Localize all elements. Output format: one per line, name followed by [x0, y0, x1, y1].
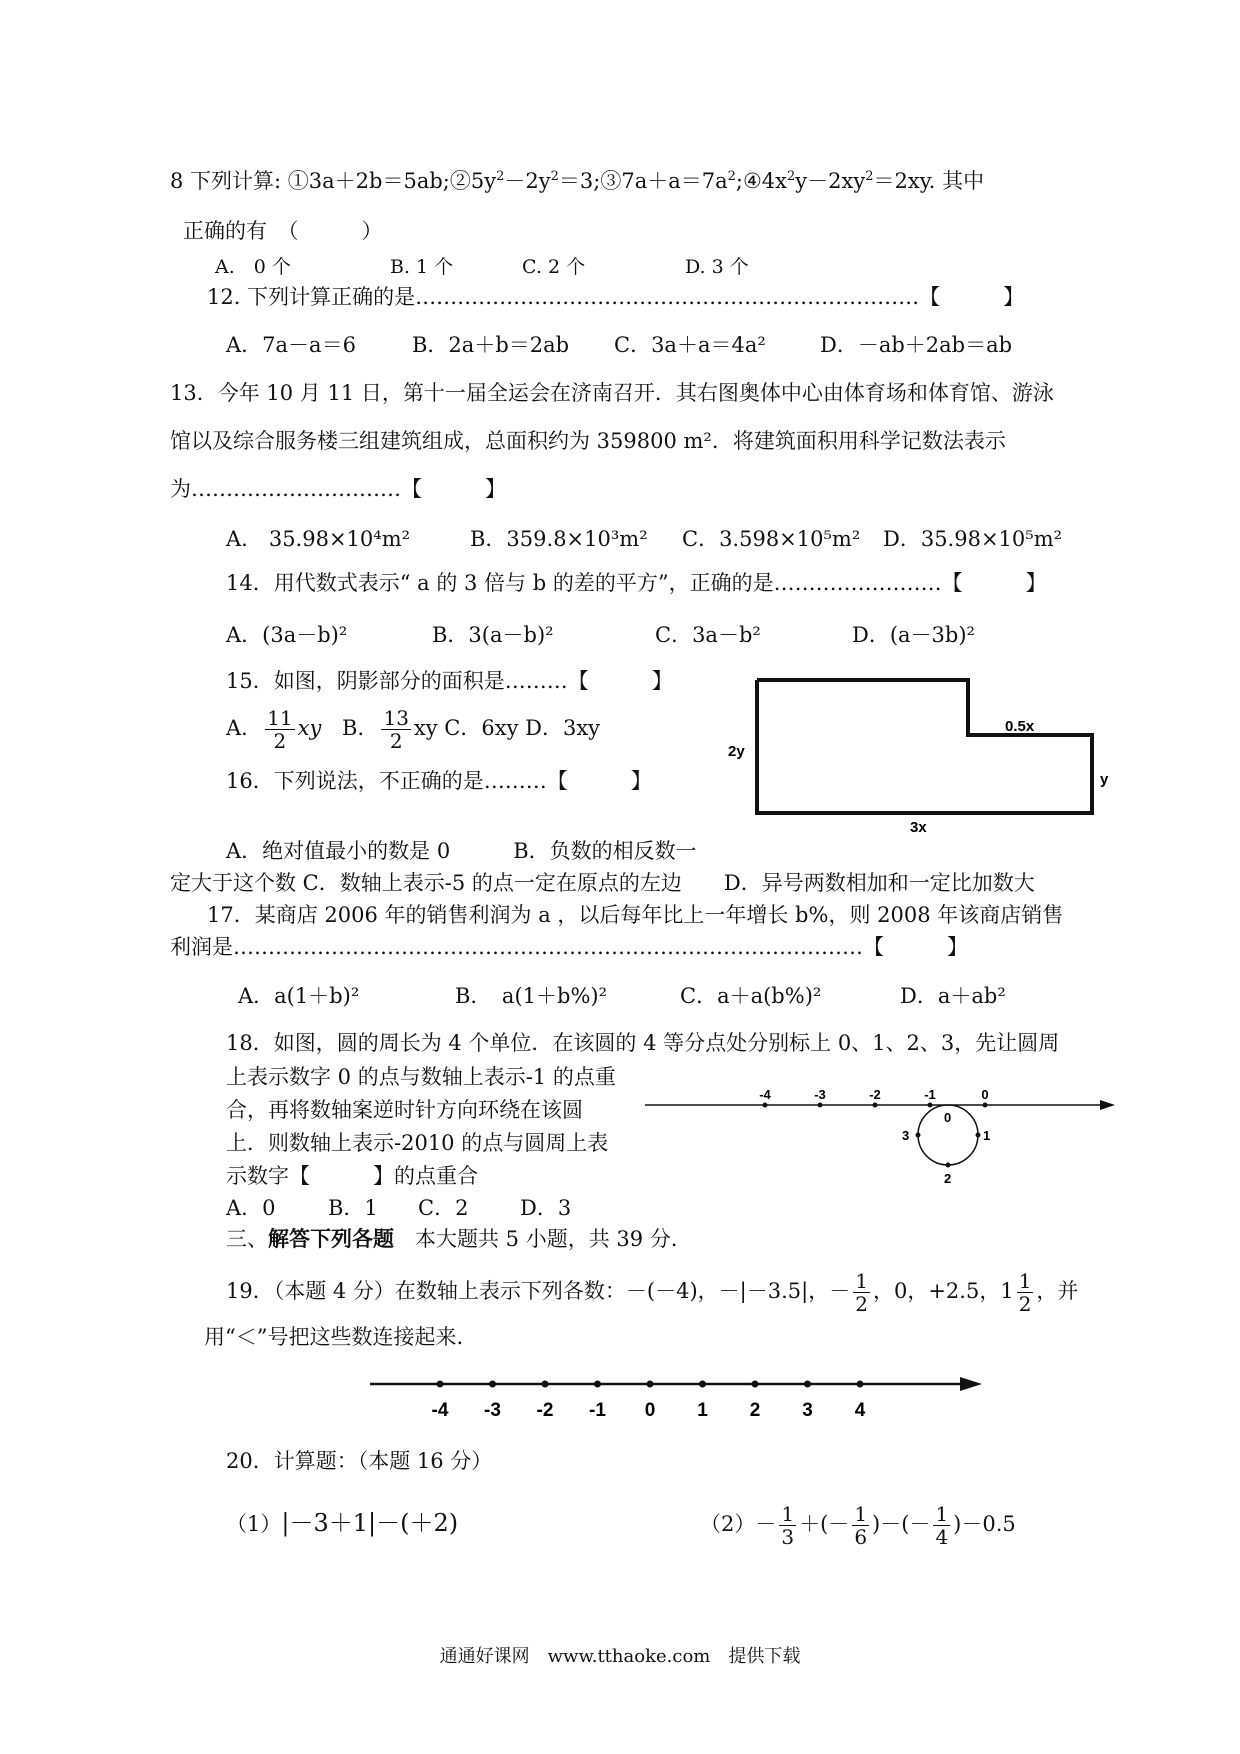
q17-option-c: C．a＋a(b%)² [680, 984, 822, 1008]
q8-option-b: B. 1 个 [390, 256, 454, 278]
fraction-1-2: $\frac{1}{2}$ [855, 1269, 868, 1316]
circle-point-2 [946, 1163, 951, 1168]
tick-point [983, 1103, 988, 1108]
q13-option-d: D．35.98×10⁵m² [883, 527, 1063, 551]
tick-point [594, 1381, 601, 1388]
q17-option-b: B． a(1＋b%)² [455, 984, 608, 1008]
q18-line2: 上表示数字 0 的点与数轴上表示-1 的点重 [226, 1065, 616, 1089]
q18-line1: 18．如图，圆的周长为 4 个单位．在该圆的 4 等分点处分别标上 0、1、2、3，先让圆周 [226, 1031, 1060, 1055]
q17-line1: 17．某商店 2006 年的销售利润为 a ，以后每年比上一年增长 b%，则 2008 年该商店销售 [207, 903, 1064, 927]
q8-option-d: D. 3 个 [685, 256, 749, 278]
q19-line1: 19．（本题 4 分）在数轴上表示下列各数：－(－4)，－|－3.5|，－ $\frac{1}{2}$ ，0，+2.5，1 $\frac{1}{2}$ ，并 [226, 1269, 1079, 1316]
tick-label: -2 [869, 1087, 881, 1102]
tick-point [857, 1381, 864, 1388]
tick-point [542, 1381, 549, 1388]
q8-line2: 正确的有 （ ） [183, 219, 383, 243]
shape-outline [757, 680, 1092, 813]
tick-point [928, 1103, 933, 1108]
q19-line2: 用“＜”号把这些数连接起来. [204, 1325, 464, 1349]
section3-heading: 三、解答下列各题 本大题共 5 小题，共 39 分. [226, 1226, 678, 1251]
circle-label-1: 1 [983, 1128, 991, 1143]
label-0-5x: 0.5x [1005, 718, 1035, 735]
tick-label: -3 [814, 1087, 826, 1102]
q12-option-a: A．7a－a＝6 [226, 333, 356, 357]
circle-point-3 [916, 1133, 921, 1138]
q12-stem: 12. 下列计算正确的是………………………………………………………………【 】 [207, 285, 1025, 309]
q13-line1: 13．今年 10 月 11 日，第十一届全运会在济南召开．其右图奥体中心由体育场和体育馆、游泳 [170, 381, 1054, 405]
q12-option-b: B．2a＋b＝2ab [412, 333, 570, 357]
circle-label-3: 3 [902, 1128, 910, 1143]
arrow-head-icon [1100, 1100, 1115, 1110]
fraction-1-6: $\frac{1}{6}$ [854, 1502, 868, 1549]
q16-line1: A．绝对值最小的数是 0 B．负数的相反数一 [226, 839, 697, 863]
q18-line3: 合，再将数轴案逆时针方向环绕在该圆 [226, 1098, 583, 1122]
q12-option-d: D．－ab＋2ab＝ab [820, 333, 1013, 357]
tick-point [763, 1103, 768, 1108]
q15-options: A． $\frac{11}{2}$ xy B． $\frac{13}{2}$ xy C．6xy D．3xy [226, 706, 601, 753]
tick-label: 1 [697, 1400, 708, 1421]
q13-option-c: C．3.598×10⁵m² [682, 527, 861, 551]
tick-label: 0 [644, 1400, 656, 1421]
q13-option-a: A. 35.98×10⁴m² [226, 527, 411, 551]
tick-point [873, 1103, 878, 1108]
q20-part2: （2）－ $\frac{1}{3}$ ＋(－ $\frac{1}{6}$ )－(－ $\frac{1}{4}$ )－0.5 [700, 1502, 1016, 1549]
tick-point [489, 1381, 496, 1388]
q20-stem: 20．计算题：（本题 16 分） [226, 1449, 493, 1473]
q13-option-b: B．359.8×10³m² [470, 527, 648, 551]
tick-point [804, 1381, 811, 1388]
q13-line3: 为…………………………【 】 [170, 477, 506, 501]
tick-label: -4 [759, 1087, 771, 1102]
tick-label: -3 [484, 1400, 501, 1421]
q18-figure [645, 1080, 1115, 1200]
q14-option-c: C．3a－b² [655, 623, 761, 647]
q13-line2: 馆以及综合服务楼三组建筑组成，总面积约为 359800 m²．将建筑面积用科学记数法表示 [170, 429, 1006, 453]
q18-option-b: B．1 [328, 1196, 378, 1220]
q17-line2: 利润是………………………………………………………………………………【 】 [170, 935, 968, 959]
fraction-1-2-mixed: $\frac{1}{2}$ [1018, 1269, 1032, 1316]
q16-line2: 定大于这个数 C．数轴上表示-5 的点一定在原点的左边 D．异号两数相加和一定比加数大 [170, 871, 1035, 895]
q19-number-line [370, 1368, 990, 1428]
tick-label: -4 [431, 1400, 449, 1421]
fraction-13-2: $\frac{13}{2}$ [383, 706, 409, 753]
tick-point [437, 1381, 444, 1388]
fraction-1-4: $\frac{1}{4}$ [935, 1502, 949, 1549]
q8-option-c: C. 2 个 [522, 256, 586, 278]
q17-option-a: A．a(1＋b)² [238, 984, 360, 1008]
circle-point-1 [976, 1133, 981, 1138]
fraction-11-2: $\frac{11}{2}$ [267, 706, 293, 753]
tick-point [647, 1381, 654, 1388]
tick-label: -1 [924, 1087, 936, 1102]
tick-label: 0 [981, 1087, 989, 1102]
q14-option-d: D．(a－3b)² [852, 623, 975, 647]
q18-option-d: D．3 [520, 1196, 572, 1220]
q18-option-c: C．2 [418, 1196, 469, 1220]
tick-label: 4 [854, 1400, 866, 1421]
q12-option-c: C．3a＋a＝4a² [614, 333, 766, 357]
q14-option-a: A．(3a－b)² [226, 623, 348, 647]
q14-option-b: B．3(a－b)² [432, 623, 554, 647]
q18-line4: 上．则数轴上表示-2010 的点与圆周上表 [226, 1131, 609, 1155]
q8-option-a: A. 0 个 [215, 256, 291, 278]
tick-label: -1 [589, 1400, 606, 1421]
q8-line1: 8 下列计算: $①3a+2b=5ab;②5y^2-2y^2=3;③7a+a=7a^2;④4x^2y-2xy^2=2xy$. 其中 [170, 169, 985, 193]
circle-label-2: 2 [944, 1171, 952, 1186]
circle-label-0: 0 [944, 1110, 952, 1125]
tick-point [699, 1381, 706, 1388]
tick-label: -2 [536, 1400, 554, 1421]
label-3x: 3x [910, 819, 927, 836]
q18-option-a: A．0 [226, 1196, 276, 1220]
axis-ticks [432, 1381, 866, 1422]
q15-stem: 15．如图，阴影部分的面积是………【 】 [226, 669, 673, 693]
q16-stem: 16．下列说法，不正确的是………【 】 [226, 769, 652, 793]
tick-label: 3 [802, 1400, 813, 1421]
q18-line5: 示数字【 】的点重合 [226, 1164, 478, 1188]
fraction-1-3: $\frac{1}{3}$ [781, 1502, 795, 1549]
tick-label: 2 [749, 1400, 761, 1421]
q14-stem: 14．用代数式表示“ a 的 3 倍与 b 的差的平方”，正确的是……………………【 】 [226, 571, 1047, 595]
tick-point [818, 1103, 823, 1108]
q17-option-d: D．a＋ab² [900, 984, 1006, 1008]
tick-point [752, 1381, 759, 1388]
arrow-head-icon [960, 1377, 982, 1391]
q15-figure [700, 660, 1120, 840]
label-y: y [1100, 771, 1109, 788]
q20-part1: （1）|－3＋1|－(＋2) [226, 1509, 459, 1537]
label-2y: 2y [728, 743, 745, 760]
page-footer: 通通好课网 www.tthaoke.com 提供下载 [439, 1646, 801, 1667]
